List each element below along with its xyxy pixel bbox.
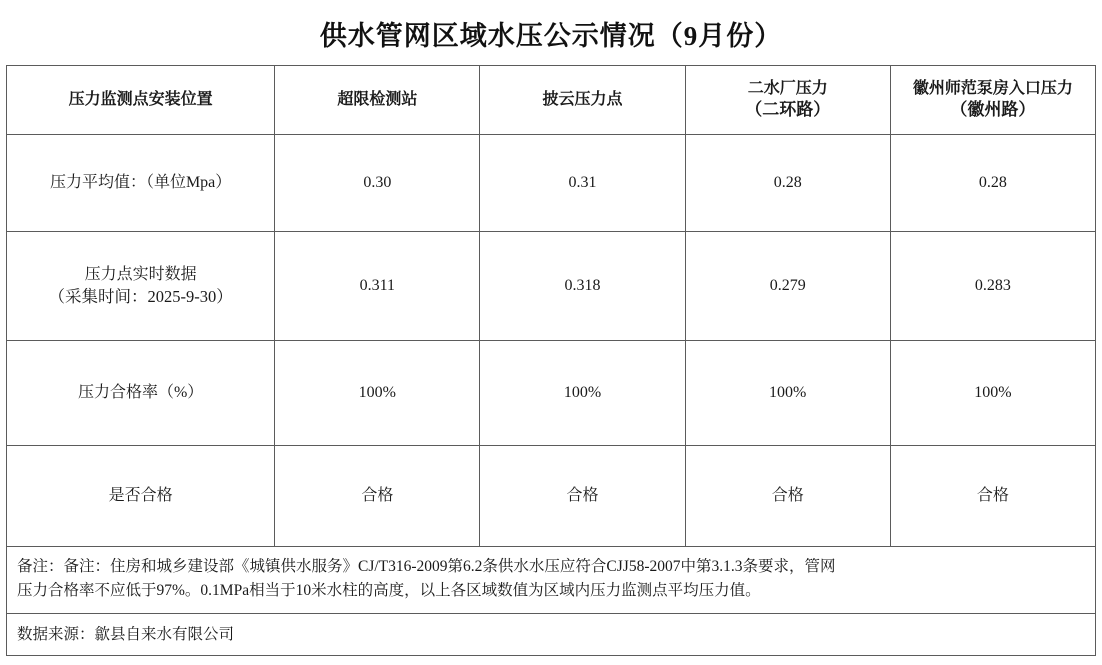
header-cell-station-4 bbox=[890, 66, 1095, 135]
row-label-sub: （采集时间：2025-9-30） bbox=[48, 286, 233, 306]
row-label-pass-rate bbox=[7, 341, 275, 446]
row-label-average bbox=[7, 135, 275, 232]
header-cell-station-3 bbox=[685, 66, 890, 135]
cell-value: 100% bbox=[890, 341, 1095, 446]
table-row bbox=[7, 341, 1096, 446]
cell-value: 0.283 bbox=[890, 232, 1095, 341]
cell-value: 0.318 bbox=[480, 232, 685, 341]
cell-value: 100% bbox=[275, 341, 480, 446]
cell-value: 合格 bbox=[685, 446, 890, 547]
header-main: 超限检测站 bbox=[337, 91, 418, 109]
header-cell-location bbox=[7, 66, 275, 135]
cell-value: 合格 bbox=[890, 446, 1095, 547]
header-main: 披云压力点 bbox=[542, 91, 623, 109]
table-row bbox=[7, 135, 1096, 232]
row-label-main: 是否合格 bbox=[108, 487, 173, 505]
cell-value: 0.30 bbox=[275, 135, 480, 232]
data-source: 数据来源：歙县自来水有限公司 bbox=[6, 614, 1096, 656]
cell-value: 0.279 bbox=[685, 232, 890, 341]
header-cell-station-2 bbox=[480, 66, 685, 135]
pressure-table bbox=[6, 65, 1096, 547]
notes-line-2: 压力合格率不应低于97%。0.1MPa相当于10米水柱的高度，以上各区域数值为区域内压力监测点平均压力值。 bbox=[17, 582, 761, 600]
header-cell-station-1 bbox=[275, 66, 480, 135]
cell-value: 100% bbox=[480, 341, 685, 446]
page-title: 供水管网区域水压公示情况（9月份） bbox=[319, 21, 783, 51]
cell-value: 0.28 bbox=[685, 135, 890, 232]
row-label-main: 压力点实时数据 bbox=[84, 266, 197, 284]
cell-value: 0.311 bbox=[275, 232, 480, 341]
row-label-main: 压力平均值：（单位Mpa） bbox=[49, 174, 232, 192]
table-row bbox=[7, 446, 1096, 547]
row-label-main: 压力合格率（%） bbox=[77, 384, 204, 402]
header-main: 压力监测点安装位置 bbox=[68, 91, 213, 109]
header-sub: （徽州路） bbox=[950, 100, 1036, 120]
row-label-qualified bbox=[7, 446, 275, 547]
cell-value: 0.31 bbox=[480, 135, 685, 232]
cell-value: 合格 bbox=[480, 446, 685, 547]
header-main: 二水厂压力 bbox=[747, 79, 828, 97]
table-header-row bbox=[7, 66, 1096, 135]
table-notes bbox=[6, 547, 1096, 614]
header-main: 徽州师范泵房入口压力 bbox=[912, 79, 1073, 97]
table-row bbox=[7, 232, 1096, 341]
cell-value: 100% bbox=[685, 341, 890, 446]
row-label-realtime bbox=[7, 232, 275, 341]
notes-line-1: 备注：备注：住房和城乡建设部《城镇供水服务》CJ/T316-2009第6.2条供水水压应符合CJJ58-2007中第3.1.3条要求，管网 bbox=[17, 558, 836, 575]
cell-value: 0.28 bbox=[890, 135, 1095, 232]
header-sub: （二环路） bbox=[745, 100, 831, 120]
cell-value: 合格 bbox=[275, 446, 480, 547]
